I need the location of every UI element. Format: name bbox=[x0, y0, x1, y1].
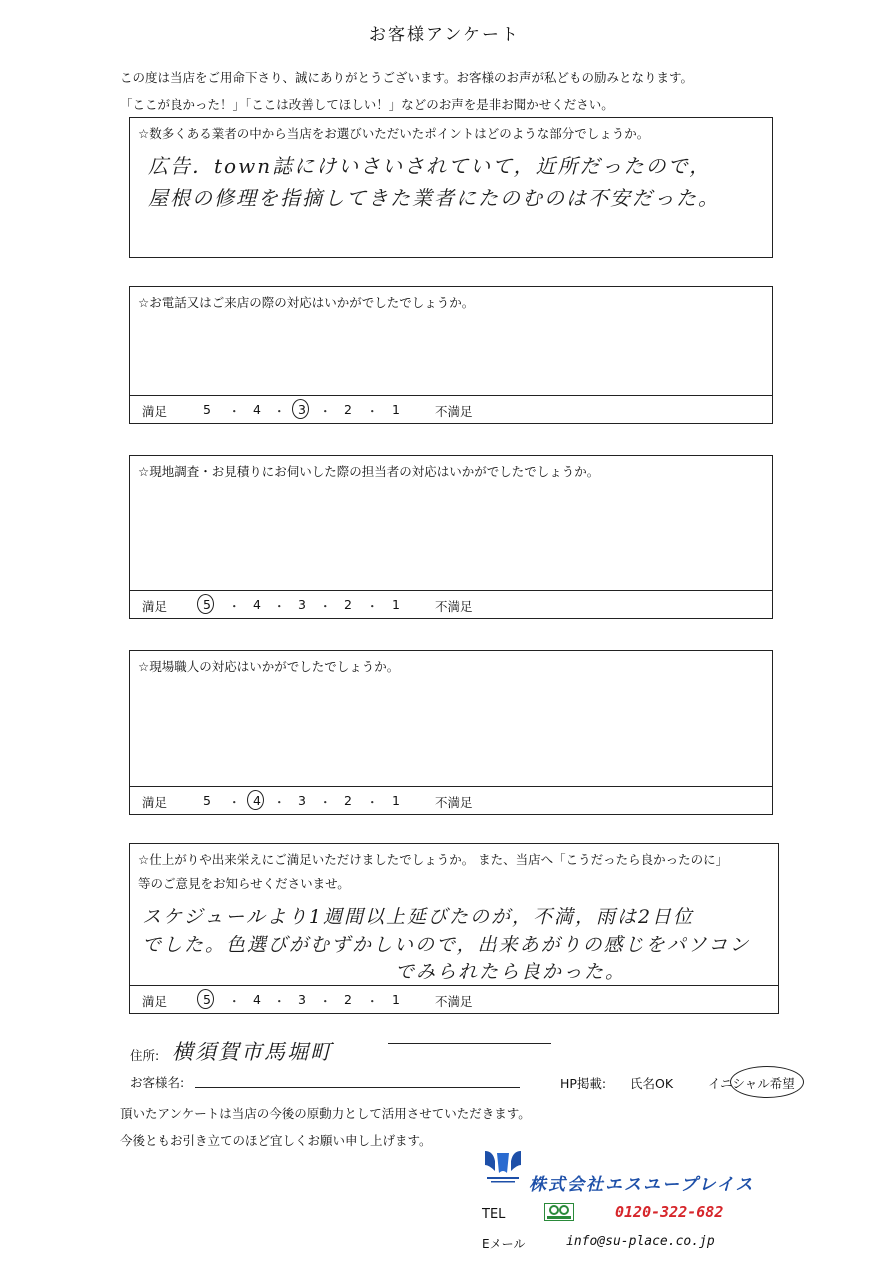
question-4-rating: 満足 5 ・ 4 ・ 3 ・ 2 ・ 1 不満足 bbox=[130, 786, 772, 814]
question-2-box bbox=[129, 286, 773, 424]
rating-option-1[interactable]: 1 bbox=[392, 793, 400, 808]
email-label: Eメール bbox=[482, 1237, 526, 1251]
tel-label: TEL bbox=[482, 1207, 506, 1222]
rating-option-3[interactable]: 3 bbox=[298, 597, 306, 612]
rating-option-5[interactable]: 5 bbox=[203, 597, 211, 612]
question-2-rating: 満足 5 ・ 4 ・ 3 ・ 2 ・ 1 不満足 bbox=[130, 395, 772, 423]
question-1-box bbox=[129, 117, 773, 258]
question-5-answer-line-1: スケジュールより1週間以上延びたのが，不満，雨は2日位 bbox=[142, 906, 695, 928]
rating-option-3[interactable]: 3 bbox=[298, 992, 306, 1007]
rating-high-label: 満足 bbox=[142, 795, 168, 810]
rating-option-4[interactable]: 4 bbox=[253, 793, 261, 808]
question-5-answer-line-2: でした。色選びがむずかしいので，出来あがりの感じをパソコン bbox=[142, 934, 751, 956]
hp-option-name-ok[interactable]: 氏名OK bbox=[630, 1076, 674, 1091]
rating-option-1[interactable]: 1 bbox=[392, 597, 400, 612]
hp-listing-label: HP掲載: bbox=[560, 1076, 607, 1091]
intro-line-1: この度は当店をご用命下さり、誠にありがとうございます。お客様のお声が私どもの励みとなります。 bbox=[120, 70, 694, 85]
hp-option-selected-circle bbox=[730, 1066, 804, 1098]
rating-selected-circle bbox=[247, 790, 264, 810]
rating-high-label: 満足 bbox=[142, 994, 168, 1009]
closing-line-1: 頂いたアンケートは当店の今後の原動力として活用させていただきます。 bbox=[120, 1106, 531, 1121]
question-5-rating: 満足 5 ・ 4 ・ 3 ・ 2 ・ 1 不満足 bbox=[130, 985, 778, 1013]
question-1-answer-line-2: 屋根の修理を指摘してきた業者にたのむのは不安だった。 bbox=[148, 186, 720, 210]
question-1-text: ☆数多くある業者の中から当店をお選びいただいたポイントはどのような部分でしょうか。 bbox=[138, 126, 650, 141]
question-4-box bbox=[129, 650, 773, 815]
question-4-text: ☆現場職人の対応はいかがでしたでしょうか。 bbox=[138, 659, 400, 674]
hp-option-initial[interactable]: イニシャル希望 bbox=[708, 1076, 795, 1091]
rating-option-2[interactable]: 2 bbox=[344, 992, 352, 1007]
customer-name-label: お客様名: bbox=[130, 1075, 185, 1090]
rating-option-1[interactable]: 1 bbox=[392, 402, 400, 417]
rating-option-3[interactable]: 3 bbox=[298, 402, 306, 417]
rating-option-4[interactable]: 4 bbox=[253, 402, 261, 417]
intro-line-2: 「ここが良かった！」「ここは改善してほしい！」などのお声を是非お聞かせください。 bbox=[120, 97, 614, 112]
rating-low-label: 不満足 bbox=[435, 795, 473, 810]
freedial-icon bbox=[544, 1203, 574, 1221]
customer-name-underline bbox=[195, 1087, 520, 1088]
question-1-answer-line-1: 広告．town誌にけいさいされていて，近所だったので， bbox=[148, 154, 712, 178]
address-value: 横須賀市馬堀町 bbox=[172, 1040, 333, 1064]
rating-option-2[interactable]: 2 bbox=[344, 597, 352, 612]
rating-option-2[interactable]: 2 bbox=[344, 793, 352, 808]
question-3-rating: 満足 5 ・ 4 ・ 3 ・ 2 ・ 1 不満足 bbox=[130, 590, 772, 618]
company-name: 株式会社エスユープレイス bbox=[529, 1175, 755, 1195]
email-address[interactable]: info@su-place.co.jp bbox=[566, 1234, 715, 1249]
company-logo-icon bbox=[483, 1147, 523, 1187]
rating-low-label: 不満足 bbox=[435, 994, 473, 1009]
rating-high-label: 満足 bbox=[142, 404, 168, 419]
rating-low-label: 不満足 bbox=[435, 404, 473, 419]
rating-option-4[interactable]: 4 bbox=[253, 597, 261, 612]
rating-selected-circle bbox=[197, 594, 214, 614]
rating-low-label: 不満足 bbox=[435, 599, 473, 614]
address-label: 住所: bbox=[130, 1048, 160, 1063]
rating-option-2[interactable]: 2 bbox=[344, 402, 352, 417]
phone-number[interactable]: 0120-322-682 bbox=[615, 1203, 724, 1221]
question-3-text: ☆現地調査・お見積りにお伺いした際の担当者の対応はいかがでしたでしょうか。 bbox=[138, 464, 600, 479]
question-5-answer-line-3: でみられたら良かった。 bbox=[395, 961, 627, 983]
question-5-text-line-2: 等のご意見をお知らせくださいませ。 bbox=[138, 876, 350, 891]
rating-option-5[interactable]: 5 bbox=[203, 793, 211, 808]
rating-option-3[interactable]: 3 bbox=[298, 793, 306, 808]
page-title: お客様アンケート bbox=[369, 25, 520, 45]
rating-selected-circle bbox=[197, 989, 214, 1009]
rating-high-label: 満足 bbox=[142, 599, 168, 614]
rating-option-5[interactable]: 5 bbox=[203, 992, 211, 1007]
question-5-text-line-1: ☆仕上がりや出来栄えにご満足いただけましたでしょうか。 また、当店へ「こうだったら良かったのに」 bbox=[138, 852, 729, 867]
rating-option-4[interactable]: 4 bbox=[253, 992, 261, 1007]
question-3-box bbox=[129, 455, 773, 619]
rating-option-1[interactable]: 1 bbox=[392, 992, 400, 1007]
closing-line-2: 今後ともお引き立てのほど宜しくお願い申し上げます。 bbox=[120, 1133, 432, 1148]
question-5-box bbox=[129, 843, 779, 1014]
rating-selected-circle bbox=[292, 399, 309, 419]
question-2-text: ☆お電話又はご来店の際の対応はいかがでしたでしょうか。 bbox=[138, 295, 475, 310]
rating-option-5[interactable]: 5 bbox=[203, 402, 211, 417]
address-underline bbox=[388, 1043, 551, 1044]
